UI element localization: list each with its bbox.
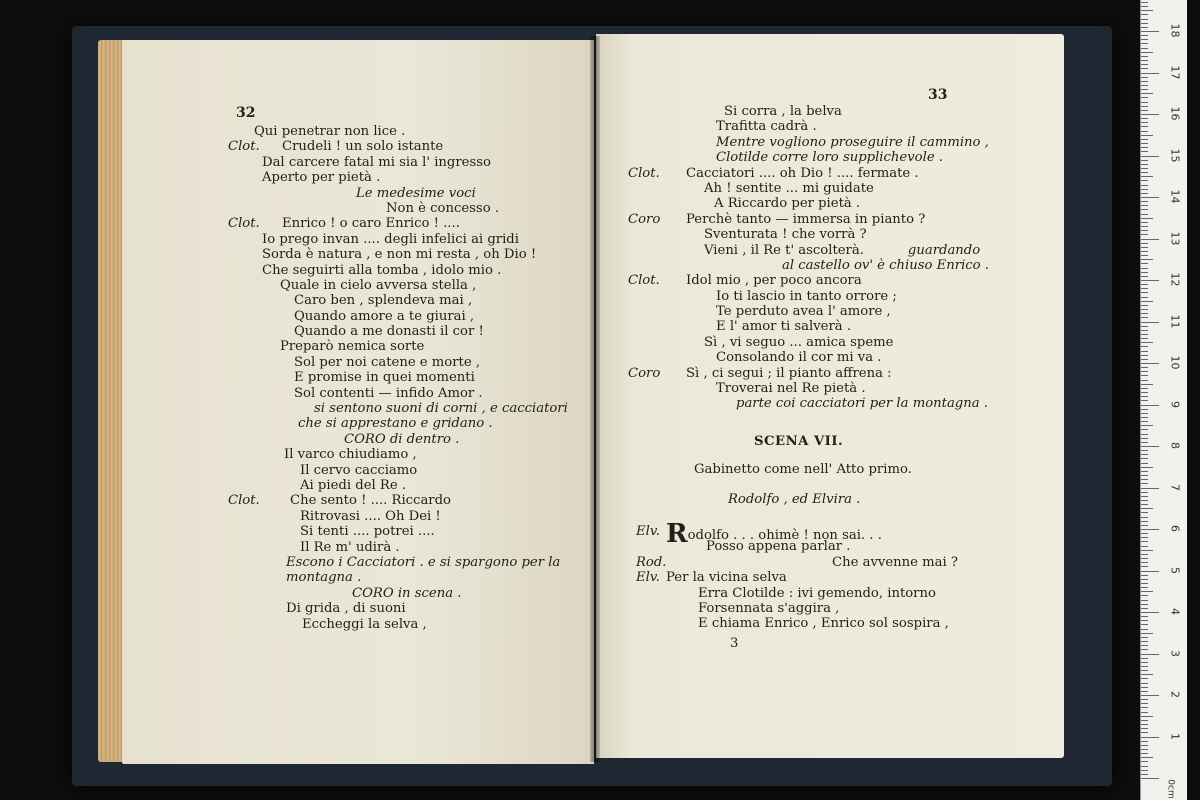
- ruler-tick: [1141, 39, 1148, 40]
- ruler-tick: [1141, 35, 1148, 36]
- ruler-tick: [1141, 19, 1148, 20]
- ruler-tick: [1141, 375, 1148, 376]
- ruler-tick: [1141, 363, 1159, 364]
- ruler-tick: [1141, 114, 1159, 115]
- line-text: Escono i Cacciatori . e si spargono per la: [286, 554, 561, 570]
- ruler-tick: [1141, 230, 1148, 231]
- ruler-tick: [1141, 31, 1159, 32]
- ruler-tick: [1141, 77, 1148, 78]
- ruler-tick: [1141, 591, 1153, 592]
- ruler-tick: [1141, 658, 1148, 659]
- ruler-number: 10: [1168, 355, 1182, 370]
- ruler-tick: [1141, 10, 1153, 11]
- ruler-tick: [1141, 139, 1148, 140]
- ruler-tick: [1141, 674, 1153, 675]
- scene-characters: Rodolfo , ed Elvira .: [728, 492, 861, 507]
- line-text: Idol mio , per poco ancora: [686, 273, 862, 289]
- line-text: Vieni , il Re t' ascolterà.: [704, 242, 864, 258]
- ruler-tick: [1141, 504, 1148, 505]
- line-text: Il varco chiudiamo ,: [284, 447, 417, 463]
- ruler-tick: [1141, 305, 1148, 306]
- ruler-tick: [1141, 454, 1148, 455]
- line-text: Clotilde corre loro supplichevole .: [716, 150, 944, 166]
- ruler-tick: [1141, 691, 1148, 692]
- line-text: Te perduto avea l' amore ,: [716, 304, 891, 320]
- ruler-tick: [1141, 583, 1148, 584]
- ruler-tick: [1141, 604, 1148, 605]
- ruler-tick: [1141, 326, 1148, 327]
- ruler-tick: [1141, 355, 1148, 356]
- ruler-tick: [1141, 14, 1148, 15]
- ruler-tick: [1141, 222, 1148, 223]
- ruler-tick: [1141, 434, 1148, 435]
- line-text: Il cervo cacciamo: [300, 462, 418, 478]
- line-text: A Riccardo per pietà .: [714, 196, 861, 212]
- ruler-tick: [1141, 110, 1148, 111]
- ruler-tick: [1141, 409, 1148, 410]
- line-text: Sol contenti — infido Amor .: [294, 385, 483, 401]
- ruler-number: 5: [1168, 566, 1182, 574]
- ruler-tick: [1141, 209, 1148, 210]
- ruler-number: 18: [1168, 23, 1182, 38]
- ruler-tick: [1141, 23, 1148, 24]
- scene-setting: Gabinetto come nell' Atto primo.: [694, 462, 912, 477]
- ruler-tick: [1141, 6, 1148, 7]
- ruler-tick: [1141, 761, 1148, 762]
- line-text: E chiama Enrico , Enrico sol sospira ,: [698, 616, 949, 632]
- ruler-tick: [1141, 541, 1148, 542]
- ruler-tick: [1141, 205, 1148, 206]
- ruler-tick: [1141, 587, 1148, 588]
- ruler-tick: [1141, 683, 1148, 684]
- line-text: Preparò nemica sorte: [280, 339, 425, 355]
- ruler-tick: [1141, 226, 1148, 227]
- ruler-tick: [1141, 276, 1148, 277]
- ruler-tick: [1141, 193, 1148, 194]
- ruler-tick: [1141, 131, 1148, 132]
- ruler-number: 9: [1168, 400, 1182, 408]
- ruler-tick: [1141, 64, 1148, 65]
- line-text: Ritrovasi .... Oh Dei !: [300, 508, 441, 524]
- ruler-tick: [1141, 575, 1148, 576]
- ruler-tick: [1141, 189, 1148, 190]
- right-page: [596, 34, 1064, 758]
- ruler-tick: [1141, 52, 1153, 53]
- ruler-tick: [1141, 214, 1148, 215]
- line-text: Quando a me donasti il cor !: [294, 324, 484, 340]
- speaker-label: Coro: [628, 211, 661, 227]
- line-text: E l' amor ti salverà .: [716, 319, 852, 335]
- ruler-tick: [1141, 143, 1148, 144]
- line-text: Sì , ci segui ; il pianto affrena :: [686, 365, 892, 381]
- line-text: Erra Clotilde : ivi gemendo, intorno: [698, 585, 936, 601]
- line-text: CORO in scena .: [352, 585, 462, 601]
- ruler-tick: [1141, 728, 1148, 729]
- ruler-tick: [1141, 284, 1148, 285]
- ruler-tick: [1141, 251, 1148, 252]
- ruler-tick: [1141, 707, 1148, 708]
- ruler-tick: [1141, 517, 1148, 518]
- ruler-tick: [1141, 550, 1153, 551]
- line-text: Si tenti .... potrei ....: [300, 524, 435, 540]
- speaker-label: Clot.: [228, 139, 260, 155]
- drop-cap: R: [666, 519, 688, 549]
- line-text: CORO di dentro .: [344, 431, 460, 447]
- ruler-tick: [1141, 259, 1153, 260]
- line-text: Crudeli ! un solo istante: [282, 139, 444, 155]
- ruler-tick: [1141, 600, 1148, 601]
- ruler-number: 14: [1168, 189, 1182, 204]
- ruler-tick: [1141, 521, 1148, 522]
- ruler-tick: [1141, 160, 1148, 161]
- ruler-tick: [1141, 247, 1148, 248]
- ruler-tick: [1141, 255, 1148, 256]
- ruler-tick: [1141, 292, 1148, 293]
- line-text: Quale in cielo avversa stella ,: [280, 277, 477, 293]
- line-text: Io prego invan .... degli infelici ai gridi: [262, 231, 519, 247]
- ruler-number: 12: [1168, 272, 1182, 287]
- right-page-number: 33: [928, 87, 948, 103]
- speaker-label: Rod.: [636, 554, 667, 570]
- ruler-tick: [1141, 446, 1159, 447]
- line-text: Ah ! sentite ... mi guidate: [704, 180, 874, 196]
- ruler-tick: [1141, 122, 1148, 123]
- ruler-tick: [1141, 172, 1148, 173]
- ruler-tick: [1141, 218, 1153, 219]
- ruler-number: 8: [1168, 442, 1182, 449]
- ruler-tick: [1141, 558, 1148, 559]
- ruler-tick: [1141, 384, 1153, 385]
- ruler-number: 6: [1168, 525, 1182, 532]
- ruler-tick: [1141, 757, 1153, 758]
- ruler-tick: [1141, 687, 1148, 688]
- ruler-tick: [1141, 346, 1148, 347]
- ruler-tick: [1141, 400, 1148, 401]
- ruler-tick: [1141, 699, 1148, 700]
- ruler-tick: [1141, 81, 1148, 82]
- line-text: Dal carcere fatal mi sia l' ingresso: [262, 154, 491, 170]
- ruler-tick: [1141, 554, 1148, 555]
- ruler-tick: [1141, 458, 1148, 459]
- ruler-tick: [1141, 56, 1148, 57]
- ruler-tick: [1141, 392, 1148, 393]
- ruler-tick: [1141, 68, 1148, 69]
- left-page: [122, 40, 594, 764]
- ruler-tick: [1141, 243, 1148, 244]
- line-text: Che sento ! .... Riccardo: [290, 493, 451, 509]
- ruler-tick: [1141, 616, 1148, 617]
- ruler-tick: [1141, 185, 1148, 186]
- ruler-tick: [1141, 442, 1148, 443]
- line-text: odolfo . . . ohimè ! non sai. . .: [687, 528, 882, 543]
- ruler-tick: [1141, 388, 1148, 389]
- ruler-tick: [1141, 330, 1148, 331]
- ruler-tick: [1141, 608, 1148, 609]
- line-text: Di grida , di suoni: [286, 601, 406, 617]
- ruler-tick: [1141, 720, 1148, 721]
- scene-heading: SCENA VII.: [754, 434, 844, 449]
- ruler-tick: [1141, 85, 1148, 86]
- left-page-number: 32: [236, 105, 256, 121]
- ruler-tick: [1141, 342, 1153, 343]
- ruler-number: 4: [1168, 608, 1182, 615]
- line-text: Perchè tanto — immersa in pianto ?: [686, 211, 926, 227]
- speaker-label: Coro: [628, 365, 661, 381]
- ruler-tick: [1141, 118, 1148, 119]
- ruler-tick: [1141, 239, 1159, 240]
- ruler-tick: [1141, 741, 1148, 742]
- ruler-tick: [1141, 649, 1148, 650]
- ruler-tick: [1141, 753, 1148, 754]
- ruler-tick: [1141, 579, 1148, 580]
- ruler-tick: [1141, 595, 1148, 596]
- ruler-tick: [1141, 135, 1153, 136]
- line-text: Sol per noi catene e morte ,: [294, 354, 481, 370]
- ruler-tick: [1141, 322, 1159, 323]
- ruler-tick: [1141, 288, 1148, 289]
- line-text: Mentre vogliono proseguire il cammino ,: [716, 134, 989, 150]
- ruler-tick: [1141, 475, 1148, 476]
- line-text: Che seguirti alla tomba , idolo mio .: [262, 262, 502, 278]
- ruler-tick: [1141, 102, 1148, 103]
- ruler-tick: [1141, 106, 1148, 107]
- line-text: Non è concesso .: [386, 200, 500, 216]
- ruler-tick: [1141, 60, 1148, 61]
- ruler-tick: [1141, 197, 1159, 198]
- ruler-tick: [1141, 537, 1148, 538]
- ruler-number: 13: [1168, 231, 1182, 245]
- line-text: Troverai nel Re pietà .: [716, 381, 866, 397]
- ruler-tick: [1141, 629, 1148, 630]
- line-text: parte coi cacciatori per la montagna .: [736, 396, 988, 412]
- book-gutter: [590, 36, 600, 762]
- line-text: Si corra , la belva: [724, 104, 842, 119]
- ruler-tick: [1141, 533, 1148, 534]
- line-text: Enrico ! o caro Enrico ! ....: [282, 216, 460, 232]
- ruler-tick: [1141, 297, 1148, 298]
- ruler-number: 2: [1168, 691, 1182, 698]
- ruler-tick: [1141, 770, 1148, 771]
- ruler-number: 17: [1168, 65, 1182, 79]
- ruler-tick: [1141, 156, 1159, 157]
- ruler-number: 3: [1168, 649, 1182, 657]
- ruler-tick: [1141, 716, 1153, 717]
- speaker-label: Clot.: [628, 165, 660, 181]
- ruler-tick: [1141, 483, 1148, 484]
- signature-mark: 3: [730, 636, 739, 651]
- line-text: Sì , vi seguo ... amica speme: [704, 334, 894, 350]
- ruler-tick: [1141, 745, 1148, 746]
- ruler-tick: [1141, 176, 1153, 177]
- ruler-tick: [1141, 263, 1148, 264]
- line-text: montagna .: [286, 570, 362, 586]
- ruler-tick: [1141, 463, 1148, 464]
- ruler-tick: [1141, 164, 1148, 165]
- ruler-tick: [1141, 413, 1148, 414]
- line-text: Posso appena parlar .: [706, 539, 851, 555]
- ruler-tick: [1141, 268, 1148, 269]
- ruler-tick: [1141, 695, 1159, 696]
- ruler-tick: [1141, 380, 1148, 381]
- ruler-tick: [1141, 620, 1148, 621]
- ruler-tick: [1141, 405, 1159, 406]
- ruler-tick: [1141, 471, 1148, 472]
- speaker-label: Clot.: [228, 493, 260, 509]
- ruler-tick: [1141, 317, 1148, 318]
- ruler-tick: [1141, 571, 1159, 572]
- line-text: Qui penetrar non lice .: [254, 124, 406, 139]
- line-text: Consolando il cor mi va .: [716, 350, 882, 366]
- line-text: Che avvenne mai ?: [832, 554, 958, 570]
- ruler-tick: [1141, 429, 1148, 430]
- line-text: Il Re m' udirà .: [300, 539, 400, 555]
- stage-direction: guardando: [907, 242, 981, 258]
- ruler-tick: [1141, 488, 1159, 489]
- ruler-tick: [1141, 417, 1148, 418]
- ruler-number: 15: [1168, 148, 1182, 162]
- ruler-tick: [1141, 732, 1148, 733]
- ruler-tick: [1141, 724, 1148, 725]
- ruler-tick: [1141, 43, 1148, 44]
- ruler-tick: [1141, 737, 1159, 738]
- ruler-tick: [1141, 496, 1148, 497]
- ruler-tick: [1141, 624, 1148, 625]
- ruler-tick: [1141, 566, 1148, 567]
- ruler-tick: [1141, 712, 1148, 713]
- ruler-tick: [1141, 778, 1159, 779]
- ruler-tick: [1141, 371, 1148, 372]
- line-text: E promise in quei momenti: [294, 370, 475, 386]
- ruler-tick: [1141, 438, 1148, 439]
- ruler-tick: [1141, 89, 1148, 90]
- ruler-tick: [1141, 637, 1148, 638]
- line-text: Caro ben , splendeva mai ,: [294, 293, 473, 309]
- ruler-tick: [1141, 529, 1159, 530]
- ruler-tick: [1141, 97, 1148, 98]
- ruler-tick: [1141, 201, 1148, 202]
- ruler-tick: [1141, 654, 1159, 655]
- line-text: che si apprestano e gridano .: [298, 416, 493, 432]
- ruler-tick: [1141, 508, 1153, 509]
- ruler-tick: [1141, 27, 1148, 28]
- ruler-unit: 0cm: [1165, 779, 1176, 799]
- speaker-label: Elv.: [636, 524, 660, 539]
- ruler-tick: [1141, 280, 1159, 281]
- ruler-tick: [1141, 234, 1148, 235]
- ruler-tick: [1141, 749, 1148, 750]
- ruler-tick: [1141, 766, 1148, 767]
- ruler-tick: [1141, 562, 1148, 563]
- ruler-tick: [1141, 774, 1148, 775]
- ruler-tick: [1141, 666, 1148, 667]
- ruler-number: 11: [1168, 314, 1182, 328]
- ruler-tick: [1141, 450, 1148, 451]
- speaker-label: Elv.: [636, 570, 660, 586]
- ruler-tick: [1141, 645, 1148, 646]
- line-text: al castello ov' è chiuso Enrico .: [782, 257, 990, 273]
- line-text: Ai piedi del Re .: [300, 477, 407, 493]
- ruler-tick: [1141, 703, 1148, 704]
- line-text: Aperto per pietà .: [262, 170, 381, 186]
- ruler-tick: [1141, 492, 1148, 493]
- line-text: Forsennata s'aggira ,: [698, 600, 840, 616]
- ruler-tick: [1141, 678, 1148, 679]
- ruler-tick: [1141, 367, 1148, 368]
- line-text: Per la vicina selva: [666, 570, 787, 586]
- ruler-number: 1: [1168, 732, 1182, 740]
- ruler-tick: [1141, 2, 1148, 3]
- measuring-ruler: [1140, 0, 1187, 800]
- speaker-label: Clot.: [628, 273, 660, 289]
- ruler-tick: [1141, 126, 1148, 127]
- ruler-tick: [1141, 512, 1148, 513]
- ruler-tick: [1141, 147, 1148, 148]
- ruler-tick: [1141, 662, 1148, 663]
- ruler-tick: [1141, 359, 1148, 360]
- ruler-tick: [1141, 301, 1153, 302]
- ruler-tick: [1141, 467, 1153, 468]
- ruler-tick: [1141, 272, 1148, 273]
- ruler-tick: [1141, 425, 1153, 426]
- ruler-tick: [1141, 641, 1148, 642]
- line-text: Sorda è natura , e non mi resta , oh Dio !: [262, 247, 537, 263]
- ruler-tick: [1141, 334, 1148, 335]
- ruler-tick: [1141, 670, 1148, 671]
- ruler-tick: [1141, 93, 1153, 94]
- ruler-tick: [1141, 168, 1148, 169]
- line-text: Trafitta cadrà .: [716, 119, 817, 135]
- ruler-number: 16: [1168, 106, 1182, 121]
- line-text: Le medesime voci: [356, 185, 476, 201]
- ruler-tick: [1141, 421, 1148, 422]
- ruler-tick: [1141, 151, 1148, 152]
- line-text: Eccheggi la selva ,: [302, 616, 427, 632]
- ruler-tick: [1141, 48, 1148, 49]
- line-text: Quando amore a te giurai ,: [294, 308, 475, 324]
- ruler-tick: [1141, 479, 1148, 480]
- ruler-tick: [1141, 73, 1159, 74]
- ruler-tick: [1141, 309, 1148, 310]
- ruler-tick: [1141, 546, 1148, 547]
- ruler-tick: [1141, 396, 1148, 397]
- ruler-tick: [1141, 313, 1148, 314]
- ruler-number: 7: [1168, 483, 1182, 491]
- speaker-label: Clot.: [228, 216, 260, 232]
- line-text: Cacciatori .... oh Dio ! .... fermate .: [686, 165, 919, 181]
- line-text: si sentono suoni di corni , e cacciatori: [314, 401, 568, 417]
- ruler-tick: [1141, 612, 1159, 613]
- ruler-tick: [1141, 180, 1148, 181]
- ruler-tick: [1141, 633, 1153, 634]
- line-text: Sventurata ! che vorrà ?: [704, 227, 867, 243]
- line-text: Io ti lascio in tanto orrore ;: [716, 288, 897, 304]
- ruler-tick: [1141, 525, 1148, 526]
- ruler-tick: [1141, 500, 1148, 501]
- ruler-tick: [1141, 351, 1148, 352]
- ruler-tick: [1141, 338, 1148, 339]
